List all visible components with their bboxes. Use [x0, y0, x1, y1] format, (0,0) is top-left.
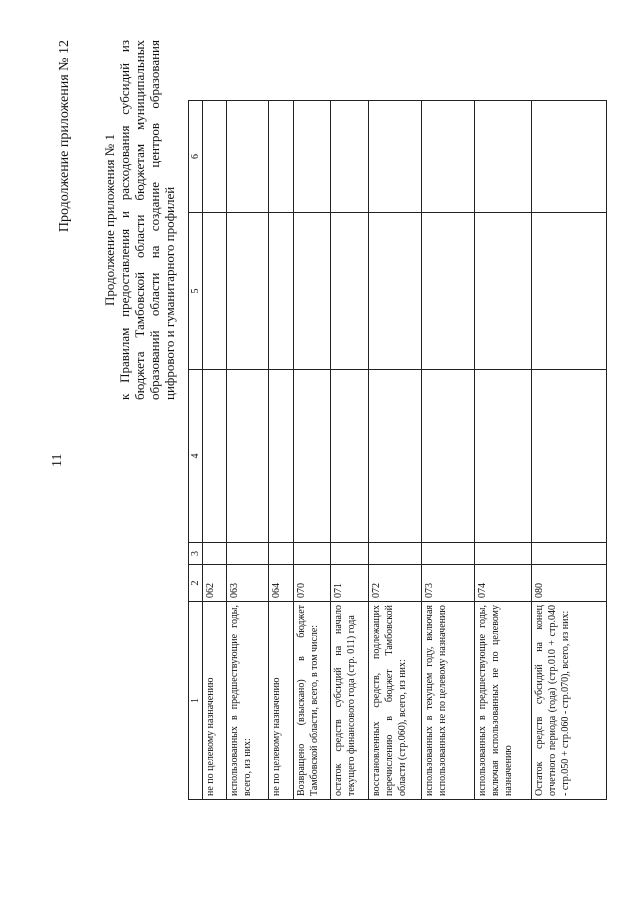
row-code: 072: [369, 565, 422, 602]
row-code: 062: [203, 565, 227, 602]
row-cell-col-3: [269, 543, 294, 565]
row-cell-col-3: [369, 543, 422, 565]
row-cell-col-4: [227, 370, 269, 543]
appendix-description: к Правилам предоставления и расходования субсидий из бюджета Тамбовской области бюджетам муниципальных образований области на создание центров образования цифрового и гуманитарного профилей: [117, 40, 177, 400]
row-label: Возвращено (взыскано) в бюджет Тамбовской области, всего, в том числе:: [294, 602, 331, 800]
row-cell-col-4: [269, 370, 294, 543]
table-row: [227, 101, 269, 800]
column-number-6: 6: [189, 101, 203, 213]
row-label: не по целевому назначению: [203, 602, 227, 800]
column-number-2: 2: [189, 565, 203, 602]
row-code: 073: [422, 565, 475, 602]
row-cell-col-5: [269, 213, 294, 370]
row-cell-col-6: [203, 101, 227, 213]
table-row: [369, 101, 422, 800]
column-number-1: 1: [189, 602, 203, 800]
row-cell-col-4: [203, 370, 227, 543]
row-cell-col-4: [331, 370, 369, 543]
appendix-subtitle: Продолжение приложения № 1: [102, 134, 117, 306]
row-label: не по целевому назначению: [269, 602, 294, 800]
row-cell-col-3: [422, 543, 475, 565]
row-cell-col-3: [203, 543, 227, 565]
row-code: 070: [294, 565, 331, 602]
table-row: [294, 101, 331, 800]
row-label: Остаток средств субсидий на конец отчетного периода (года) (стр.010 + стр.040 - стр.050 + стр.060 - стр.070), всего, из них:: [532, 602, 607, 800]
column-number-4: 4: [189, 370, 203, 543]
row-cell-col-6: [422, 101, 475, 213]
row-cell-col-6: [294, 101, 331, 213]
row-label: использованных в предшествующие годы, включая использованных не по целевому назначению: [475, 602, 532, 800]
column-number-3: 3: [189, 543, 203, 565]
row-cell-col-3: [532, 543, 607, 565]
row-cell-col-4: [475, 370, 532, 543]
row-cell-col-5: [532, 213, 607, 370]
column-number-5: 5: [189, 213, 203, 370]
row-cell-col-5: [203, 213, 227, 370]
row-cell-col-5: [294, 213, 331, 370]
row-cell-col-6: [227, 101, 269, 213]
row-code: 071: [331, 565, 369, 602]
row-cell-col-5: [227, 213, 269, 370]
table-row: [475, 101, 532, 800]
row-cell-col-6: [331, 101, 369, 213]
row-code: 063: [227, 565, 269, 602]
row-cell-col-4: [294, 370, 331, 543]
table-row: [422, 101, 475, 800]
row-cell-col-3: [227, 543, 269, 565]
row-label: использованных в предшествующие годы, всего, из них:: [227, 602, 269, 800]
row-code: 064: [269, 565, 294, 602]
table-row: [532, 101, 607, 800]
appendix-continuation-title: Продолжение приложения № 12: [57, 40, 72, 233]
row-cell-col-5: [369, 213, 422, 370]
row-label: использованных в текущем году, включая использованных не по целевому назначению: [422, 602, 475, 800]
row-cell-col-5: [331, 213, 369, 370]
row-cell-col-4: [369, 370, 422, 543]
table-row: [203, 101, 227, 800]
row-cell-col-5: [475, 213, 532, 370]
row-cell-col-6: [269, 101, 294, 213]
row-code: 074: [475, 565, 532, 602]
table-row: [331, 101, 369, 800]
row-cell-col-3: [294, 543, 331, 565]
row-cell-col-3: [331, 543, 369, 565]
appendix-header: [102, 40, 177, 400]
row-label: остаток средств субсидий на начало текущего финансового года (стр. 011) года: [331, 602, 369, 800]
row-cell-col-3: [475, 543, 532, 565]
row-cell-col-4: [532, 370, 607, 543]
row-code: 080: [532, 565, 607, 602]
row-cell-col-6: [475, 101, 532, 213]
report-table-body: [189, 101, 607, 800]
table-row: [269, 101, 294, 800]
row-cell-col-6: [369, 101, 422, 213]
row-label: восстановленных средств, подлежащих перечислению в бюджет Тамбовской области (стр.060), всего, из них:: [369, 602, 422, 800]
row-cell-col-6: [532, 101, 607, 213]
page-number: 11: [50, 453, 65, 467]
column-number-row: [189, 101, 203, 800]
row-cell-col-5: [422, 213, 475, 370]
row-cell-col-4: [422, 370, 475, 543]
report-table: [188, 100, 607, 800]
